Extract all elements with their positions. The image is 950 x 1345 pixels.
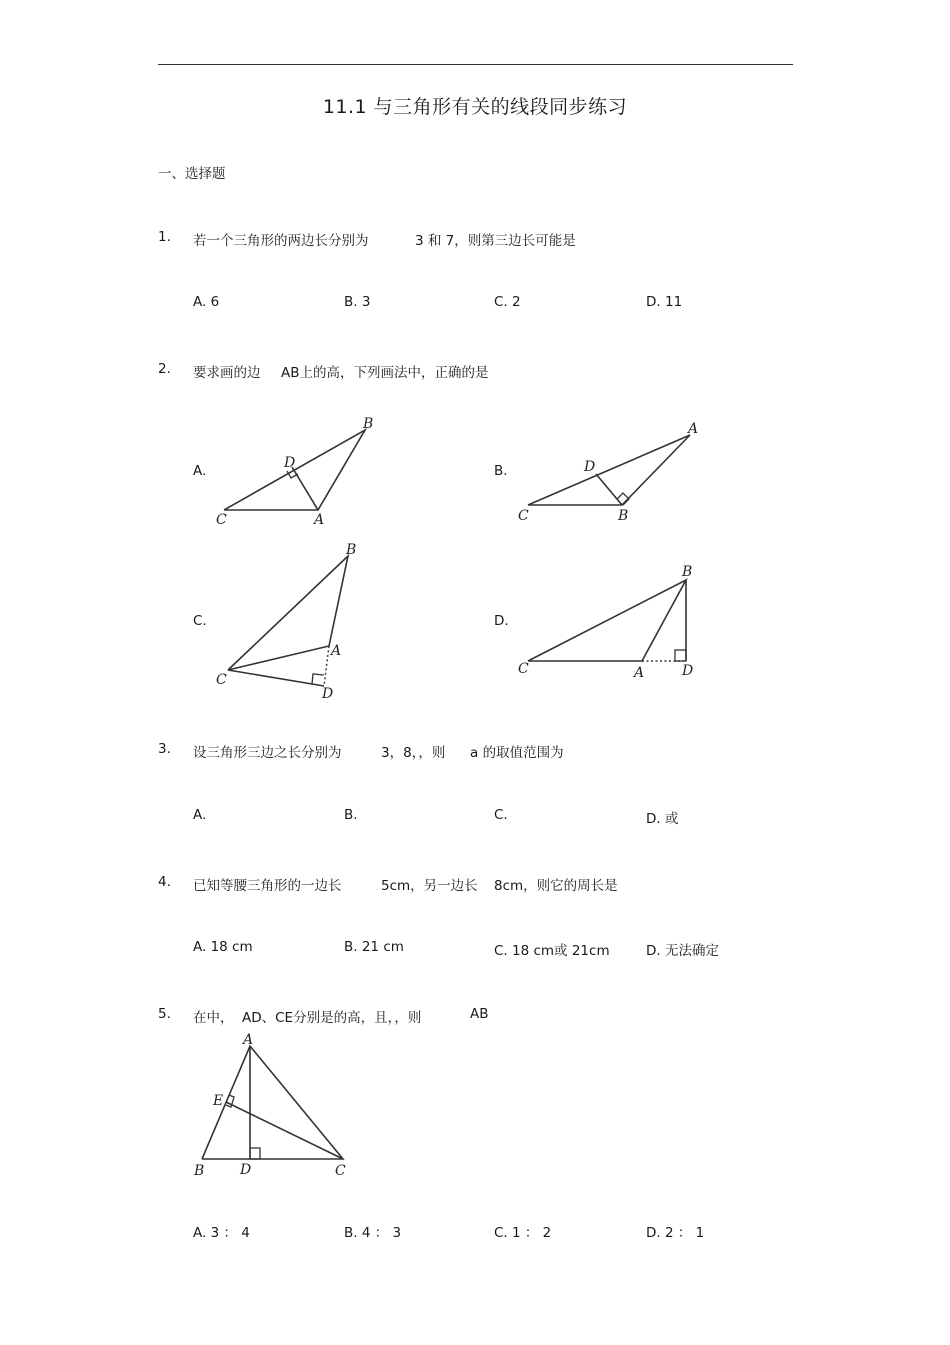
question-5-option-d[interactable]: D. 2 ： 1 (646, 1225, 705, 1241)
figure-5-label-d: D (240, 1162, 252, 1178)
figure-2c-label-c: C (216, 672, 227, 688)
figure-2b (510, 410, 710, 530)
question-4-option-c[interactable]: C. 18 cm或 21cm (494, 943, 610, 959)
question-5-option-a[interactable]: A. 3 ： 4 (193, 1225, 250, 1241)
question-4-number: 4. (158, 874, 171, 890)
figure-2d-label-d: D (682, 663, 694, 679)
question-1-option-b[interactable]: B. 3 (344, 294, 371, 310)
question-2-stem: 要求画的边 (193, 365, 261, 381)
question-5-option-c[interactable]: C. 1 ： 2 (494, 1225, 552, 1241)
question-5-stem-end: AB (470, 1006, 489, 1022)
figure-5-label-a: A (243, 1032, 254, 1048)
question-1-option-a[interactable]: A. 6 (193, 294, 220, 310)
figure-2a-height (292, 467, 318, 510)
figure-2d-label-b: B (682, 564, 693, 580)
question-1-stem: 若一个三角形的两边长分别为 (193, 233, 369, 249)
figure-2b-height (596, 474, 622, 505)
page-title: 11.1 与三角形有关的线段同步练习 (322, 96, 628, 118)
figure-2b-label-d: D (584, 459, 596, 475)
question-4-stem-end: 8cm，则它的周长是 (494, 878, 618, 894)
figure-2a-label-d: D (284, 455, 296, 471)
figure-2c-height (228, 670, 324, 686)
figure-2c-label-a: A (331, 643, 342, 659)
question-3-stem-cont: 3，8，，则 (381, 745, 446, 761)
figure-5-right-angle-d (250, 1148, 260, 1159)
question-1-option-c[interactable]: C. 2 (494, 294, 521, 310)
figure-2d-triangle (528, 580, 686, 661)
figure-5-label-b: B (194, 1163, 205, 1179)
figure-2d-right-angle (675, 650, 686, 661)
figure-2d-label-a: A (634, 665, 645, 681)
question-5-option-b[interactable]: B. 4 ： 3 (344, 1225, 402, 1241)
figure-2a-label-c: C (216, 512, 227, 528)
figure-2a-label-a: A (314, 512, 325, 528)
figure-2d (510, 560, 710, 685)
figure-2b-label-a: A (688, 421, 699, 437)
figure-5-label-e: E (213, 1093, 224, 1109)
figure-5-label-c: C (335, 1163, 346, 1179)
question-4-option-b[interactable]: B. 21 cm (344, 939, 404, 955)
figure-2b-label-c: C (518, 508, 529, 524)
figure-2c-label-b: B (346, 542, 357, 558)
figure-2c (210, 538, 370, 704)
question-4-option-a[interactable]: A. 18 cm (193, 939, 253, 955)
question-4-stem: 已知等腰三角形的一边长 (193, 878, 342, 894)
question-4-option-d[interactable]: D. 无法确定 (646, 943, 719, 959)
question-1-stem-cont: 3 和 7，则第三边长可能是 (415, 233, 576, 249)
header-rule (158, 64, 793, 65)
figure-2c-triangle (228, 556, 348, 670)
question-3-option-b[interactable]: B. (344, 807, 358, 823)
figure-2a (210, 410, 390, 530)
figure-2c-right-angle (312, 674, 324, 684)
question-2-stem-cont: AB上的高，下列画法中，正确的是 (281, 365, 489, 381)
question-3-option-c[interactable]: C. (494, 807, 508, 823)
question-2-number: 2. (158, 361, 171, 377)
figure-5 (185, 1032, 365, 1182)
question-5-stem: 在中， (193, 1010, 234, 1026)
question-2-option-d[interactable]: D. (494, 613, 509, 629)
figure-2c-label-d: D (322, 686, 334, 702)
question-3-number: 3. (158, 741, 171, 757)
question-3-option-a[interactable]: A. (193, 807, 207, 823)
question-5-stem-cont: AD、CE分别是的高，且，，则 (242, 1010, 422, 1026)
question-2-option-b[interactable]: B. (494, 463, 508, 479)
question-2-option-a[interactable]: A. (193, 463, 207, 479)
figure-2b-triangle (528, 435, 690, 505)
question-4-stem-cont: 5cm，另一边长 (381, 878, 478, 894)
question-2-option-c[interactable]: C. (193, 613, 207, 629)
section-heading: 一、选择题 (158, 166, 226, 182)
figure-5-height-ce (226, 1102, 343, 1159)
figure-2d-label-c: C (518, 661, 529, 677)
question-5-number: 5. (158, 1006, 171, 1022)
question-1-option-d[interactable]: D. 11 (646, 294, 683, 310)
question-3-option-d[interactable]: D. 或 (646, 811, 679, 827)
question-3-stem: 设三角形三边之长分别为 (193, 745, 342, 761)
question-1-number: 1. (158, 229, 171, 245)
figure-2b-label-b: B (618, 508, 629, 524)
question-3-stem-end: a 的取值范围为 (470, 745, 564, 761)
figure-2c-extension (324, 646, 329, 686)
figure-2a-label-b: B (363, 416, 374, 432)
